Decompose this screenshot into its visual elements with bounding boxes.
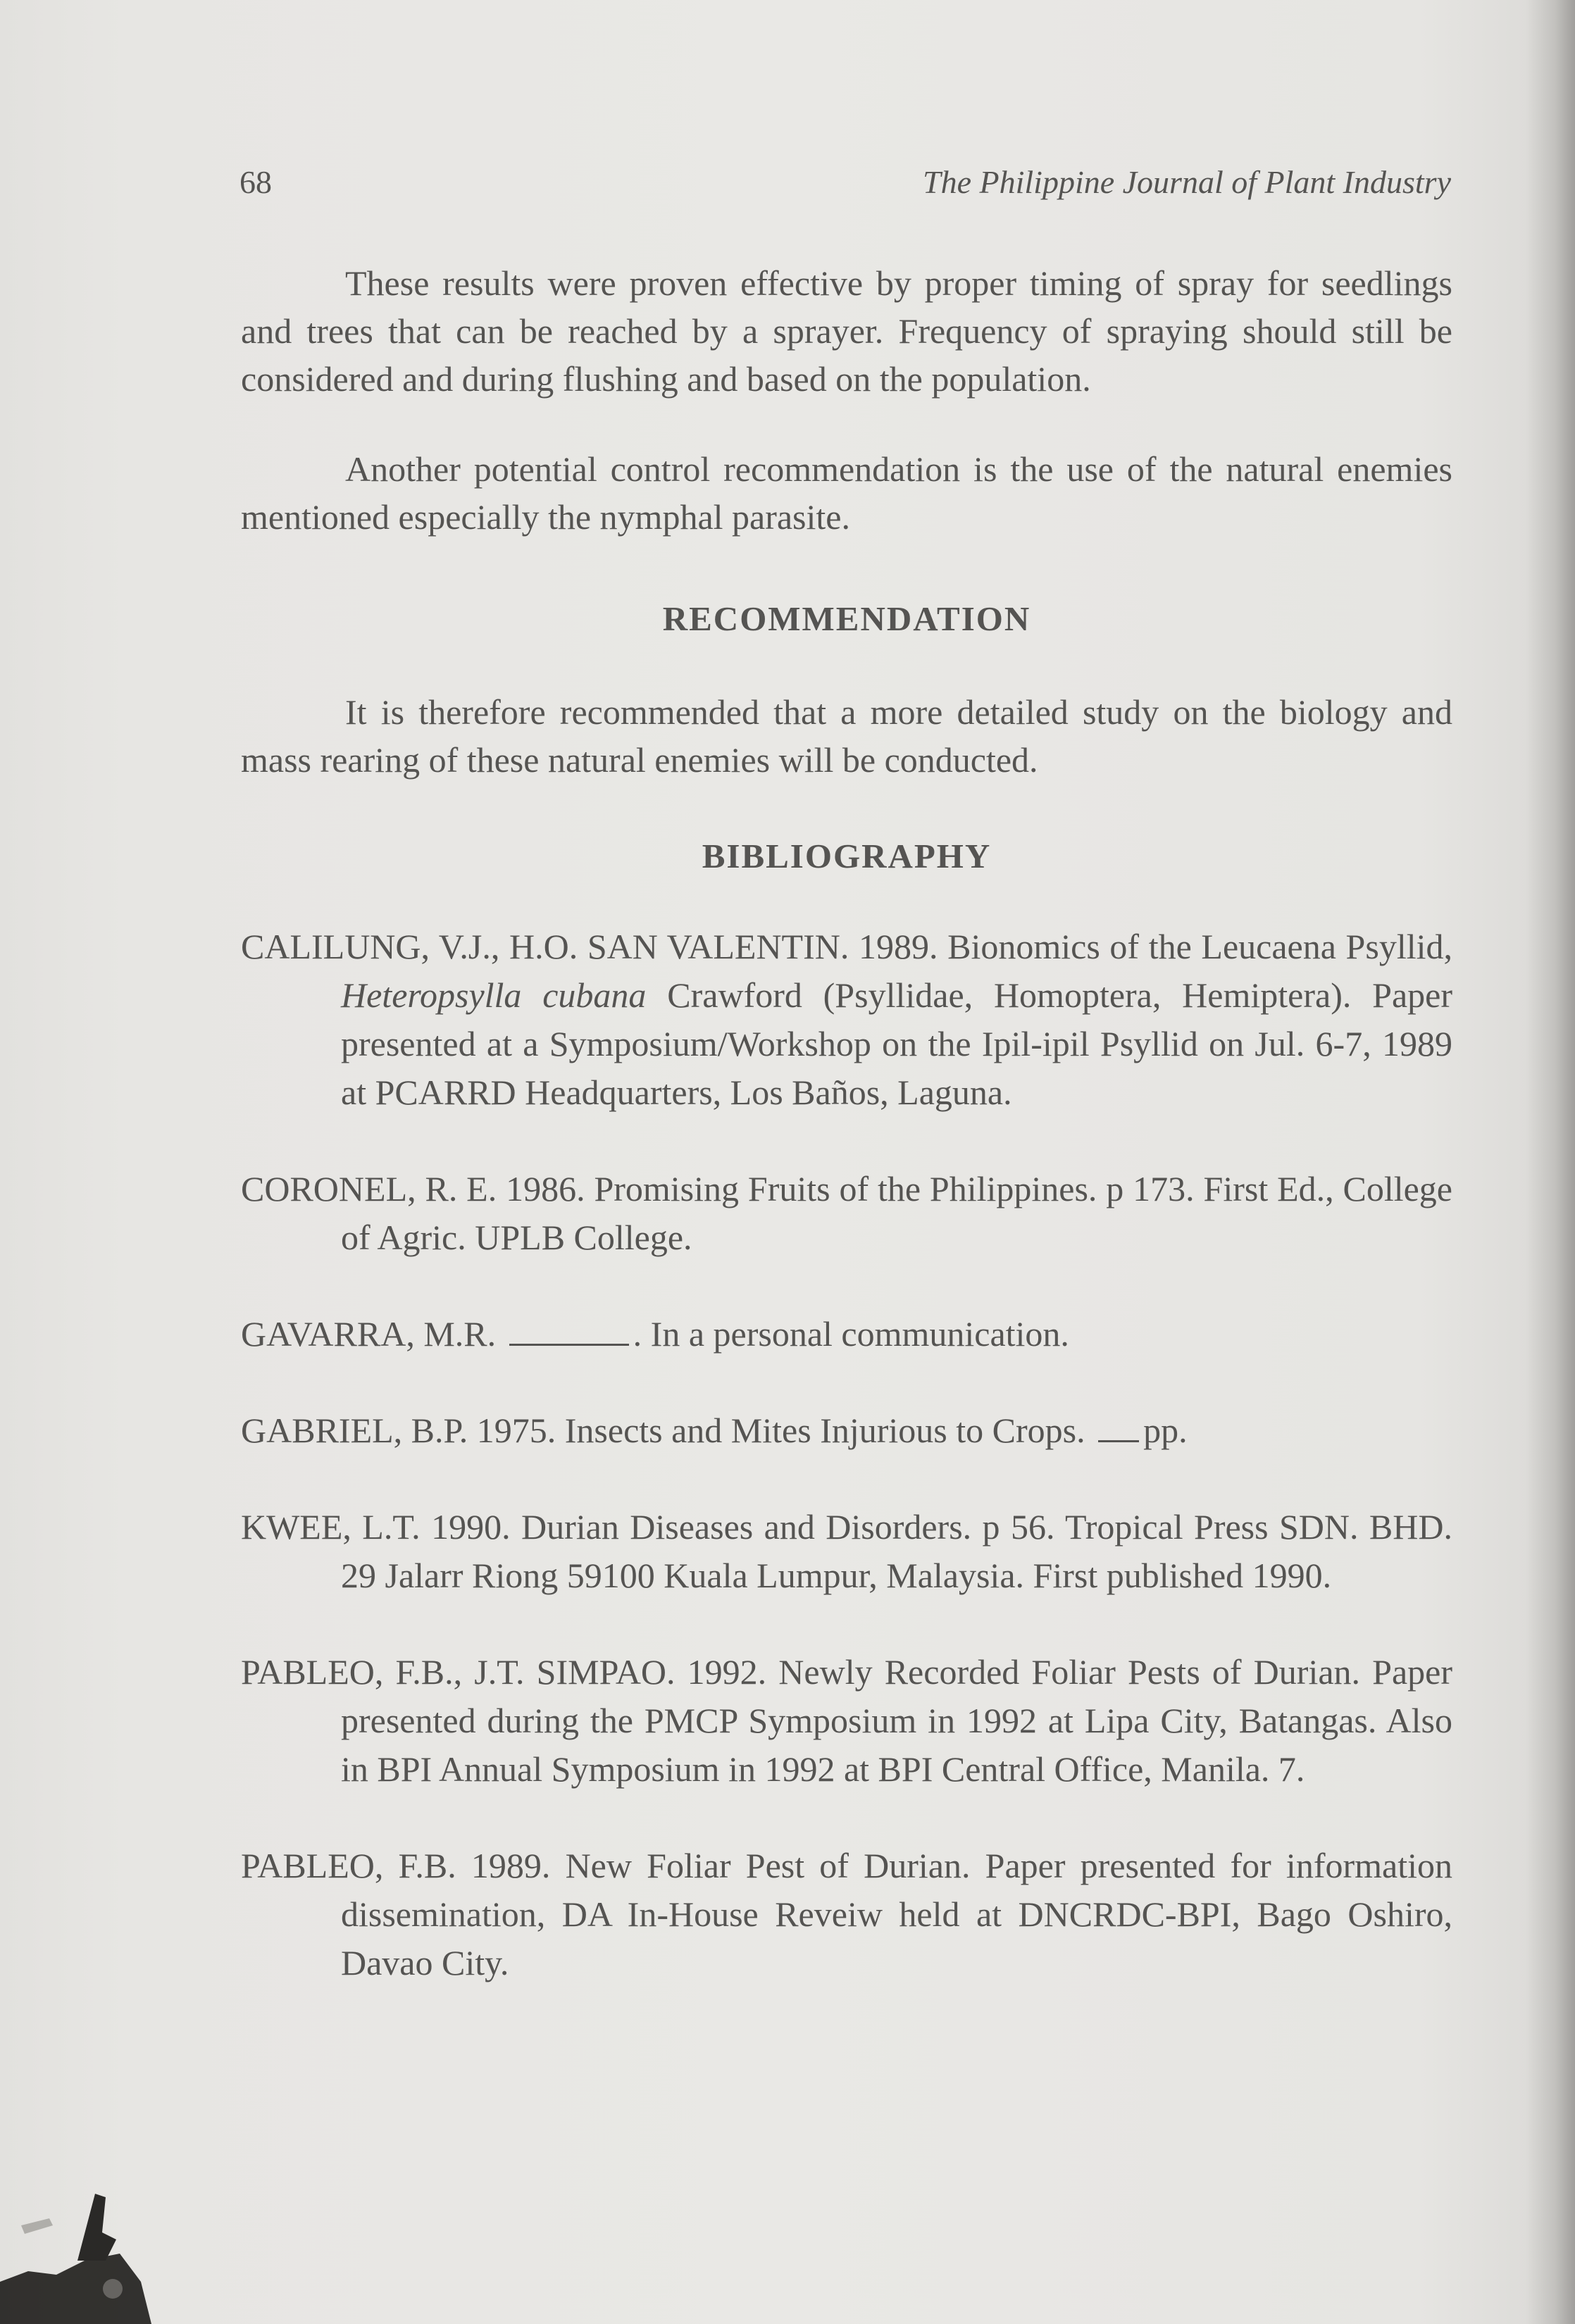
entry-text: Crawford (Psyllidae, Homoptera, Hemiptera). Paper presented at a Symposium/Workshop on the Ipil-ipil Psyllid on Jul. 6-7, 1989 at PCARRD Headquarters, Los Baños, Laguna. bbox=[341, 975, 1452, 1112]
page-header bbox=[239, 163, 1451, 213]
page-body bbox=[241, 259, 1452, 2035]
bibliography-list bbox=[241, 923, 1452, 1987]
binding-clip-mark bbox=[0, 2155, 169, 2324]
entry-text: pp. bbox=[1143, 1411, 1188, 1450]
bibliography-heading: BIBLIOGRAPHY bbox=[702, 837, 992, 875]
species-name: Heteropsylla cubana bbox=[341, 975, 647, 1015]
recommendation-paragraph: It is therefore recommended that a more detailed study on the biology and mass rearing of these natural enemies will be conducted. bbox=[241, 692, 1452, 780]
bibliography-entry bbox=[241, 1406, 1452, 1455]
entry-text: CALILUNG, V.J., H.O. SAN VALENTIN. 1989. Bionomics of the Leucaena Psyllid, bbox=[241, 927, 1452, 966]
entry-text: . In a personal communication. bbox=[633, 1314, 1069, 1354]
blank-pages-line bbox=[1098, 1440, 1139, 1442]
bibliography-entry: PABLEO, F.B. 1989. New Foliar Pest of Durian. Paper presented for information dissemination, DA In-House Reveiw held at DNCRDC-BPI, Bago Oshiro, Davao City. bbox=[241, 1846, 1452, 1982]
entry-text: GABRIEL, B.P. 1975. Insects and Mites Injurious to Crops. bbox=[241, 1411, 1085, 1450]
body-paragraph: These results were proven effective by proper timing of spray for seedlings and trees that can be reached by a sprayer. Frequency of spraying should still be considered and during flushing and based on the population. bbox=[241, 263, 1452, 399]
bibliography-entry: PABLEO, F.B., J.T. SIMPAO. 1992. Newly Recorded Foliar Pests of Durian. Paper presented during the PMCP Symposium in 1992 at Lipa City, Batangas. Also in BPI Annual Symposium in 1992 at BPI Central Office, Manila. 7. bbox=[241, 1652, 1452, 1789]
page-edge-shadow bbox=[1526, 0, 1575, 2324]
entry-text: GAVARRA, M.R. bbox=[241, 1314, 497, 1354]
bibliography-entry: KWEE, L.T. 1990. Durian Diseases and Disorders. p 56. Tropical Press SDN. BHD. 29 Jalarr Riong 59100 Kuala Lumpur, Malaysia. First published 1990. bbox=[241, 1507, 1452, 1595]
recommendation-heading: RECOMMENDATION bbox=[662, 599, 1031, 638]
bibliography-entry bbox=[241, 1310, 1452, 1358]
bibliography-entry bbox=[241, 923, 1452, 1117]
page-number: 68 bbox=[239, 164, 272, 200]
bibliography-entry: CORONEL, R. E. 1986. Promising Fruits of the Philippines. p 173. First Ed., College of Agric. UPLB College. bbox=[241, 1169, 1452, 1257]
journal-title: The Philippine Journal of Plant Industry bbox=[923, 164, 1451, 200]
body-paragraph: Another potential control recommendation is the use of the natural enemies mentioned especially the nymphal parasite. bbox=[241, 449, 1452, 537]
blank-year-line bbox=[509, 1344, 629, 1346]
